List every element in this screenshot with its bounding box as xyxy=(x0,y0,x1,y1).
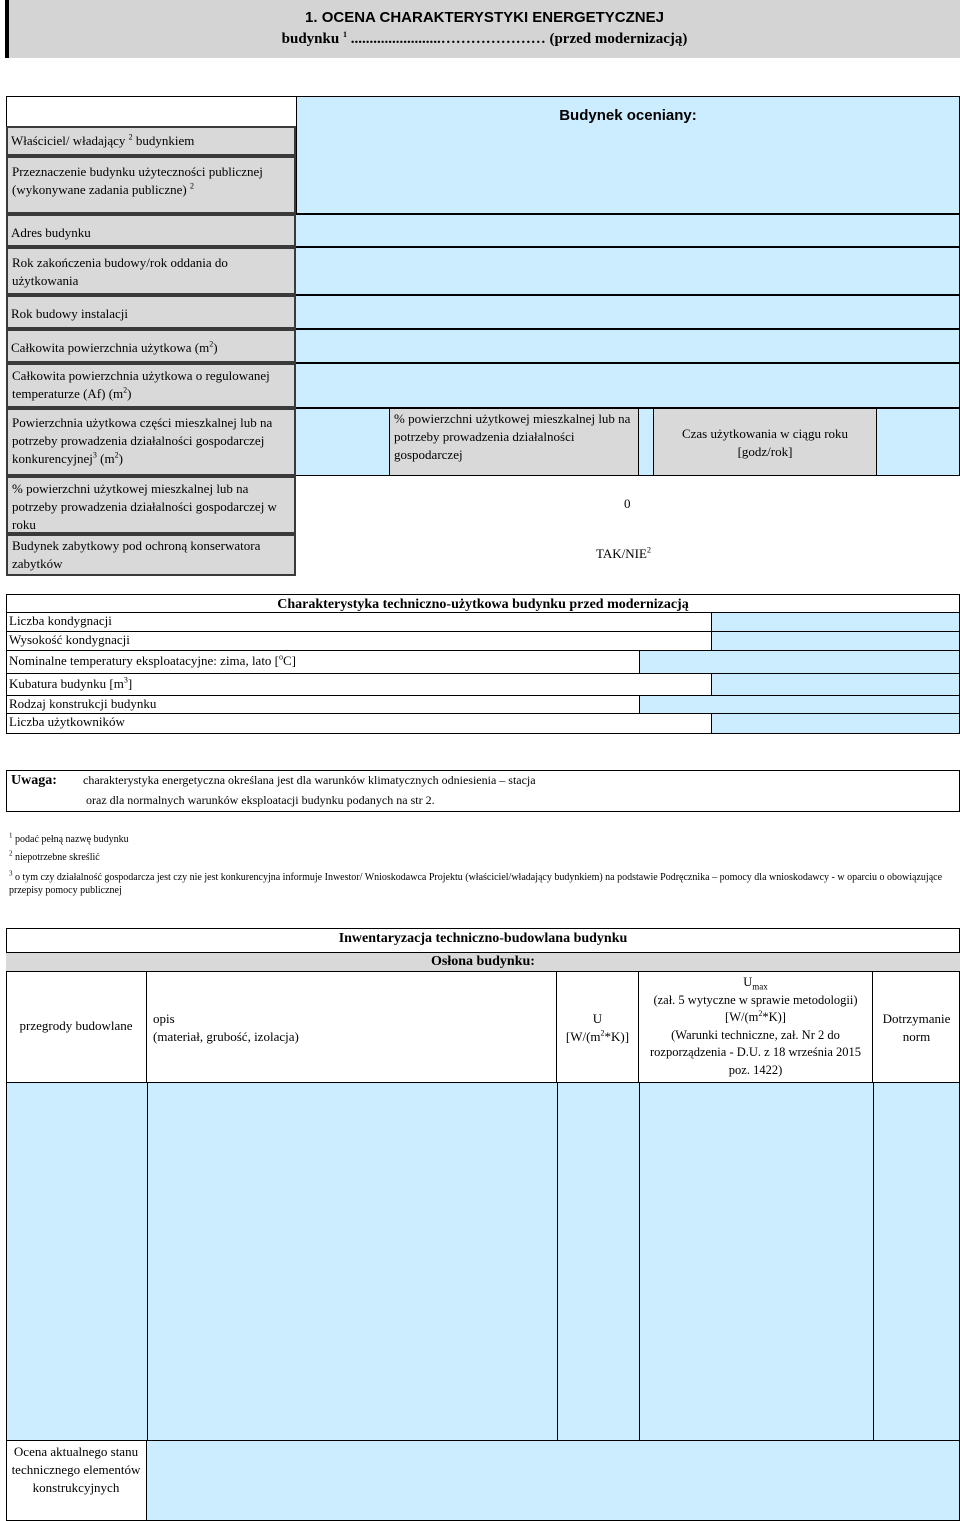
label-monument: Budynek zabytkowy pod ochroną konserwatora zabytków xyxy=(6,534,296,576)
assessment-label-cell xyxy=(6,1441,147,1521)
value-commercial-area[interactable] xyxy=(296,408,389,476)
time-label: Czas użytkowania w ciągu roku [godz/rok] xyxy=(681,426,849,459)
monument-value-cell[interactable] xyxy=(296,534,960,576)
label-install-year: Rok budowy instalacji xyxy=(6,295,296,329)
characteristics-header: Charakterystyka techniczno-użytkowa budynku przed modernizacją xyxy=(277,597,689,612)
value-install-year[interactable] xyxy=(296,295,960,329)
footnote-2: $^2$ niepotrzebne skreślić xyxy=(9,849,100,863)
char-value-temperatures[interactable] xyxy=(639,651,959,673)
col-divider xyxy=(147,1083,148,1440)
note-line-2: oraz dla normalnych warunków eksploatacji budynku podanych na str 2. xyxy=(86,793,435,807)
col-divider xyxy=(873,1083,874,1440)
pct-value: 0 xyxy=(624,496,631,511)
value-year-built[interactable] xyxy=(296,247,960,295)
value-heated-area[interactable] xyxy=(296,363,960,408)
title-line-1: 1. OCENA CHARAKTERYSTYKI ENERGETYCZNEJ xyxy=(305,9,664,26)
col-header-partitions: przegrody budowlane xyxy=(6,972,147,1082)
char-label-users: Liczba użytkowników xyxy=(9,714,125,729)
char-value-floors[interactable] xyxy=(711,613,959,631)
note-label: Uwaga: xyxy=(11,773,57,788)
assessment-value[interactable] xyxy=(147,1441,959,1520)
col-header-u: U $[W/(m^2*K)]$ xyxy=(557,972,639,1082)
title-line-2: budynku $^1$ ........................………………… (przed modernizacją) xyxy=(281,30,688,47)
value-total-area[interactable] xyxy=(296,329,960,363)
char-value-users[interactable] xyxy=(711,714,959,733)
char-label-floors: Liczba kondygnacji xyxy=(9,613,112,628)
label-total-area: Całkowita powierzchnia użytkowa $(m^2)$ xyxy=(6,329,296,363)
col-header-description: opis (materiał, grubość, izolacja) xyxy=(147,972,557,1082)
footnote-1: $^1$ podać pełną nazwę budynku xyxy=(9,831,129,845)
col-header-norm: Dotrzymanie norm xyxy=(882,1011,951,1044)
char-value-floor-height[interactable] xyxy=(711,632,959,650)
pct-label: % powierzchni użytkowej mieszkalnej lub na potrzeby prowadzenia działalności gospodarczej xyxy=(394,411,631,462)
label-year-built: Rok zakończenia budowy/rok oddania do użytkowania xyxy=(6,247,296,295)
inventory-subheader: Osłona budynku: xyxy=(431,954,535,969)
tak-nie-value: TAK/NIE$^2$ xyxy=(596,545,651,561)
char-value-construction[interactable] xyxy=(639,696,959,713)
page-title xyxy=(5,0,960,58)
col-divider xyxy=(639,1083,640,1440)
pct-label-cell xyxy=(389,408,639,476)
char-label-temperatures: Nominalne temperatury eksploatacyjne: zima, lato [$^o$C] xyxy=(9,652,297,668)
col-header-umax: $U_{max}$ (zał. 5 wytyczne w sprawie metodologii) $[W/(m^2*K)]$ (Warunki techniczne, zał. Nr 2 do rozporządzenia - D.U. z 18 września 2015 poz. 1422) xyxy=(639,972,873,1082)
label-purpose: Przeznaczenie budynku użyteczności publicznej (wykonywane zadania publiczne) $^2$ xyxy=(6,156,296,214)
note-box xyxy=(6,770,960,812)
label-commercial-pct: % powierzchni użytkowej mieszkalnej lub na potrzeby prowadzenia działalności gospodarczej w roku xyxy=(6,476,296,534)
inventory-subheader-cell xyxy=(6,952,960,972)
label-address: Adres budynku xyxy=(6,214,296,247)
footnote-3: $^3$ o tym czy działalność gospodarcza jest czy nie jest konkurencyjna informuje Inwestor/ Wnioskodawca Projektu (właściciel/władający budynkiem) na podstawie Podręcznika – pomocy dla wnioskodawcy - w oparciu o obowiązujące przepisy pomocy publicznej xyxy=(9,869,943,896)
building-header-cell xyxy=(296,96,960,214)
assessment-label: Ocena aktualnego stanu technicznego elementów konstrukcyjnych xyxy=(11,1444,141,1495)
value-time[interactable] xyxy=(877,408,960,476)
pct-value-cell xyxy=(296,476,960,534)
inventory-header-cell xyxy=(6,928,960,952)
building-header: Budynek oceniany: xyxy=(559,107,697,124)
char-label-volume: Kubatura budynku $[m^3]$ xyxy=(9,675,133,691)
value-pct-top[interactable] xyxy=(639,408,653,476)
note-line-1: charakterystyka energetyczna określana jest dla warunków klimatycznych odniesienia – stacja xyxy=(83,773,536,787)
col-divider xyxy=(557,1083,558,1440)
label-commercial-area: Powierzchnia użytkowa części mieszkalnej lub na potrzeby prowadzenia działalności gospodarczej konkurencyjnej$^3$ $(m^2)$ xyxy=(6,408,296,476)
inventory-data-area[interactable] xyxy=(7,1083,959,1440)
char-label-floor-height: Wysokość kondygnacji xyxy=(9,632,130,647)
inventory-header: Inwentaryzacja techniczno-budowlana budynku xyxy=(338,931,628,946)
time-label-cell xyxy=(653,408,877,476)
char-value-volume[interactable] xyxy=(711,674,959,695)
value-address[interactable] xyxy=(296,214,960,247)
label-owner: Właściciel/ władający $^2$ budynkiem xyxy=(6,126,296,156)
char-label-construction: Rodzaj konstrukcji budynku xyxy=(9,696,157,711)
label-heated-area: Całkowita powierzchnia użytkowa o regulowanej temperaturze (Af) $(m^2)$ xyxy=(6,363,296,408)
